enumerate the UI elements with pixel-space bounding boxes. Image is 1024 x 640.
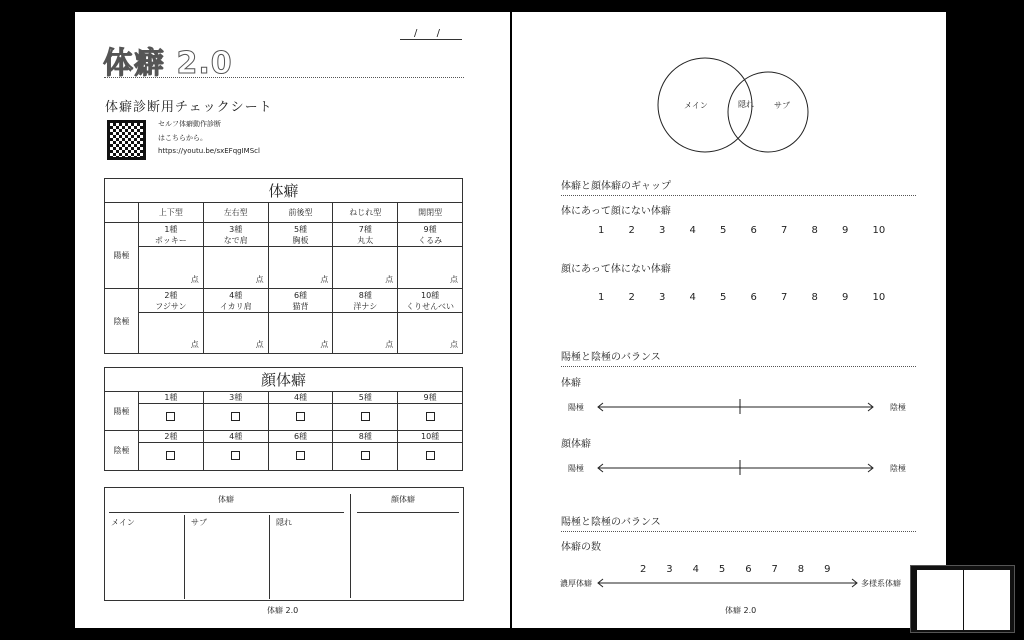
diagram-lines (512, 12, 946, 628)
col-sub: サブ (191, 518, 207, 527)
qr-link[interactable]: https://youtu.be/sxEFqgIMScl (158, 147, 260, 155)
row-label: 陰極 (105, 289, 139, 354)
gap-q1: 体にあって顔にない体癖 (561, 206, 671, 217)
qr-caption-2: はこちらから。 (158, 134, 207, 142)
count-title: 陽極と陰極のバランス (561, 517, 661, 528)
page-thumbnail[interactable] (910, 565, 1015, 633)
kind-num: 8種 (358, 290, 372, 300)
scale-number[interactable]: 6 (750, 292, 757, 303)
kind-num: 4種 (203, 431, 268, 443)
score-cell[interactable]: 点 (398, 313, 463, 354)
divider (561, 366, 916, 367)
face-type-table (104, 367, 463, 471)
scale-number[interactable]: 9 (824, 564, 831, 575)
table-title: 体癖 (105, 179, 463, 203)
score-cell[interactable]: 点 (268, 247, 333, 289)
count-scale (640, 564, 840, 578)
kind-num: 4種 (229, 290, 243, 300)
gap-scale-1 (598, 225, 908, 239)
yin-label: 陰極 (890, 403, 906, 412)
corner-cell (105, 203, 139, 223)
checkbox[interactable] (426, 451, 435, 460)
scale-number[interactable]: 3 (659, 292, 666, 303)
balance-body: 体癖 (561, 378, 581, 389)
scale-number[interactable]: 5 (720, 225, 727, 236)
scale-number[interactable]: 1 (598, 225, 605, 236)
kind-num: 6種 (293, 290, 308, 300)
kind-num: 2種 (164, 290, 178, 300)
kind-name: 洋ナシ (353, 301, 378, 311)
divider (269, 515, 270, 599)
kind-num: 6種 (268, 431, 333, 443)
venn-circle-sub (728, 72, 808, 152)
kind-name: 丸太 (357, 235, 374, 245)
divider (357, 512, 459, 513)
kind-name: 猫背 (292, 301, 309, 311)
kind-num: 9種 (398, 392, 463, 404)
page-title: 体癖 2.0 (103, 46, 233, 81)
count-sub: 体癖の数 (561, 542, 601, 553)
venn-main: メイン (684, 101, 708, 110)
venn-hidden: 隠れ (738, 100, 754, 109)
gap-q2: 顔にあって体にない体癖 (561, 264, 671, 275)
scale-number[interactable]: 2 (640, 564, 647, 575)
kind-num: 7種 (358, 224, 372, 234)
scale-number[interactable]: 4 (689, 225, 696, 236)
body-type-table (104, 178, 463, 354)
summary-face-title: 顔体癖 (391, 495, 415, 504)
checkbox[interactable] (166, 412, 175, 421)
summary-box (104, 487, 464, 601)
kind-num: 8種 (333, 431, 398, 443)
balance-title: 陽極と陰極のバランス (561, 352, 661, 363)
kind-num: 1種 (139, 392, 204, 404)
scale-number[interactable]: 9 (842, 292, 849, 303)
kind-num: 4種 (268, 392, 333, 404)
kind-num: 2種 (139, 431, 204, 443)
kind-num: 10種 (421, 290, 440, 300)
kind-name: イカリ肩 (219, 301, 252, 311)
date-field[interactable]: / / (400, 28, 462, 40)
scale-number[interactable]: 8 (797, 564, 805, 575)
summary-body-title: 体癖 (218, 495, 234, 504)
gap-title: 体癖と顔体癖のギャップ (561, 181, 671, 192)
diverse-label: 多様系体癖 (861, 579, 901, 588)
scale-number[interactable]: 7 (781, 225, 788, 236)
gap-scale-2 (598, 292, 908, 306)
row-label: 陽極 (105, 223, 139, 289)
scale-number[interactable]: 10 (872, 225, 886, 236)
checkbox[interactable] (361, 451, 370, 460)
qr-code[interactable] (107, 120, 146, 160)
col-hidden: 隠れ (276, 518, 292, 527)
score-cell[interactable]: 点 (139, 313, 204, 354)
yang-label: 陽極 (568, 464, 584, 473)
kind-name: フジサン (155, 301, 187, 311)
scale-number[interactable]: 10 (872, 292, 886, 303)
thumbnail-page (917, 570, 963, 630)
row-label: 陽極 (105, 392, 139, 431)
scale-number[interactable]: 2 (628, 292, 635, 303)
kind-num: 3種 (229, 224, 243, 234)
scale-number[interactable]: 6 (745, 564, 752, 575)
kind-num: 5種 (293, 224, 308, 234)
scale-number[interactable]: 9 (842, 225, 849, 236)
kind-name: 胸板 (292, 235, 309, 245)
type-header: ねじれ型 (333, 203, 398, 223)
type-header: 前後型 (268, 203, 333, 223)
divider (184, 515, 185, 599)
type-header: 上下型 (139, 203, 204, 223)
venn-sub: サブ (774, 101, 790, 110)
left-page (75, 12, 510, 628)
thumbnail-page (964, 570, 1010, 630)
checkbox[interactable] (296, 412, 305, 421)
divider (350, 494, 351, 598)
col-main: メイン (111, 518, 135, 527)
score-cell[interactable]: 点 (398, 247, 463, 289)
kind-name: くりせんべい (406, 301, 455, 311)
scale-number[interactable]: 7 (781, 292, 788, 303)
divider (104, 77, 464, 78)
checkbox[interactable] (166, 451, 175, 460)
type-header: 開閉型 (398, 203, 463, 223)
scale-number[interactable]: 6 (750, 225, 757, 236)
divider (561, 195, 916, 196)
scale-number[interactable]: 4 (689, 292, 696, 303)
balance-face: 顔体癖 (561, 439, 591, 450)
qr-caption-1: セルフ体癖動作診断 (158, 120, 221, 128)
kind-num: 10種 (398, 431, 463, 443)
checkbox[interactable] (231, 451, 240, 460)
checkbox[interactable] (361, 412, 370, 421)
checkbox[interactable] (231, 412, 240, 421)
kind-name: ポッキー (154, 235, 187, 245)
footer: 体癖 2.0 (725, 606, 757, 615)
scale-number[interactable]: 8 (811, 292, 818, 303)
kind-num: 3種 (203, 392, 268, 404)
divider (109, 512, 344, 513)
table-title: 顔体癖 (105, 368, 463, 392)
scale-number[interactable]: 4 (692, 564, 699, 575)
dense-label: 濃厚体癖 (560, 579, 592, 588)
type-header: 左右型 (203, 203, 268, 223)
divider (561, 531, 916, 532)
scale-number[interactable]: 8 (811, 225, 818, 236)
scale-number[interactable]: 2 (628, 225, 635, 236)
row-label: 陰極 (105, 431, 139, 471)
score-cell[interactable]: 点 (139, 247, 204, 289)
kind-name: なで肩 (223, 235, 248, 245)
footer: 体癖 2.0 (267, 606, 299, 615)
score-cell[interactable]: 点 (333, 313, 398, 354)
right-page (512, 12, 946, 628)
scale-number[interactable]: 3 (659, 225, 666, 236)
yin-label: 陰極 (890, 464, 906, 473)
scale-number[interactable]: 7 (771, 564, 778, 575)
score-cell[interactable]: 点 (268, 313, 333, 354)
scale-number[interactable]: 1 (598, 292, 605, 303)
kind-num: 5種 (333, 392, 398, 404)
subtitle: 体癖診断用チェックシート (105, 100, 273, 115)
kind-name: くるみ (418, 235, 443, 245)
checkbox[interactable] (426, 412, 435, 421)
scale-number[interactable]: 5 (718, 564, 726, 575)
scale-number[interactable]: 5 (720, 292, 727, 303)
score-cell[interactable]: 点 (203, 247, 268, 289)
score-cell[interactable]: 点 (333, 247, 398, 289)
score-cell[interactable]: 点 (203, 313, 268, 354)
checkbox[interactable] (296, 451, 305, 460)
yang-label: 陽極 (568, 403, 584, 412)
kind-num: 1種 (164, 224, 178, 234)
kind-num: 9種 (423, 224, 437, 234)
scale-number[interactable]: 3 (666, 564, 673, 575)
